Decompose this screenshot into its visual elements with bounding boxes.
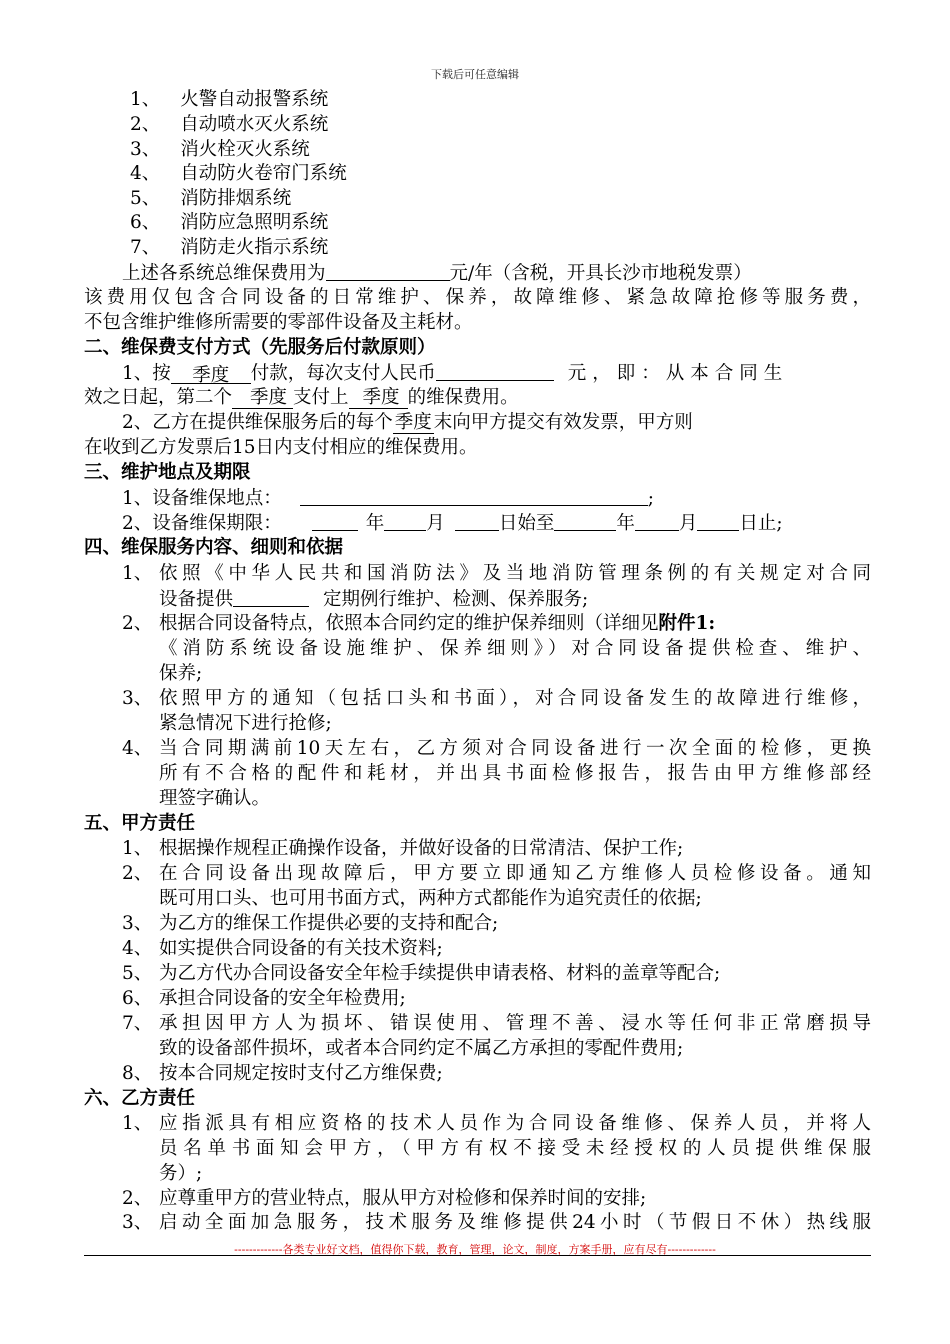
payment-line-2: 效之日起，第二个 季度 支付上 季度 的维保费用。 bbox=[84, 387, 519, 408]
party-a-duty-7-line-2: 致的设备部件损坏，或者本合同约定不属乙方承担的零配件费用; bbox=[159, 1038, 684, 1059]
item-text: 消防应急照明系统 bbox=[180, 212, 329, 233]
service-item-2-line-2: 《消防系统设备设施维护、保养细则》）对合同设备提供检查、维护、 bbox=[159, 638, 871, 659]
service-item-4-line-2: 所有不合格的配件和耗材，并出具书面检修报告，报告由甲方维修部经 bbox=[159, 763, 871, 784]
party-b-duty-1-line-1: 应指派具有相应资格的技术人员作为合同设备维修、保养人员，并将人 bbox=[159, 1113, 871, 1134]
start-year-blank[interactable] bbox=[312, 511, 358, 531]
item-number: 1、 bbox=[122, 1113, 153, 1134]
maintenance-location: 1、设备维保地点： ; bbox=[122, 488, 655, 509]
section-4-title: 四、维保服务内容、细则和依据 bbox=[84, 537, 344, 558]
maintenance-term: 2、设备维保期限： 年 月 日始至 年 月 日止; bbox=[122, 513, 783, 534]
item-text: 自动防火卷帘门系统 bbox=[180, 163, 347, 184]
service-blank[interactable] bbox=[233, 587, 309, 607]
item-number: 4、 bbox=[122, 738, 153, 759]
page-header: 下载后可任意编辑 bbox=[431, 68, 519, 81]
section-2-title: 二、维保费支付方式（先服务后付款原则） bbox=[84, 337, 436, 358]
party-a-duty-2-line-1: 在合同设备出现故障后，甲方要立即通知乙方维修人员检修设备。通知 bbox=[159, 863, 871, 884]
section-3-title: 三、维护地点及期限 bbox=[84, 462, 251, 483]
item-number: 3、 bbox=[130, 139, 161, 160]
item-number: 3、 bbox=[122, 688, 153, 709]
payment-line-1: 1、按 季度 付款，每次支付人民币 元，即：从本合同生 bbox=[122, 363, 789, 386]
party-b-duty-3-line-1: 启动全面加急服务，技术服务及维修提供24小时（节假日不休）热线服 bbox=[159, 1212, 871, 1233]
item-number: 1、 bbox=[122, 563, 153, 584]
payment-period-blank: 季度 bbox=[171, 364, 251, 384]
system-item bbox=[130, 138, 310, 162]
payment-amount-blank[interactable] bbox=[436, 361, 554, 381]
item-number: 7、 bbox=[130, 237, 161, 258]
item-number: 6、 bbox=[130, 212, 161, 233]
item-number: 3、 bbox=[122, 1212, 153, 1233]
item-text: 自动喷水灭火系统 bbox=[180, 114, 329, 135]
party-b-duty-1-line-2: 员名单书面知会甲方，（甲方有权不接受未经授权的人员提供维保服 bbox=[159, 1138, 871, 1159]
end-year-blank[interactable] bbox=[554, 511, 616, 531]
fee-amount-blank[interactable] bbox=[326, 261, 450, 281]
party-a-duty-8: 按本合同规定按时支付乙方维保费; bbox=[159, 1063, 443, 1084]
item-number: 4、 bbox=[130, 163, 161, 184]
party-a-duty-7-line-1: 承担因甲方人为损坏、错误使用、管理不善、浸水等任何非正常磨损导 bbox=[159, 1013, 871, 1034]
item-number: 2、 bbox=[122, 863, 153, 884]
start-month-blank[interactable] bbox=[384, 511, 426, 531]
footer-divider bbox=[84, 1255, 871, 1256]
item-number: 2、 bbox=[130, 114, 161, 135]
item-number: 4、 bbox=[122, 938, 153, 959]
item-number: 8、 bbox=[122, 1063, 153, 1084]
service-item-2-line-1: 根据合同设备特点，依照本合同约定的维护保养细则（详细见附件1: bbox=[159, 613, 716, 634]
service-item-2-line-3: 保养; bbox=[159, 663, 203, 684]
service-item-1-line-2: 设备提供 定期例行维护、检测、保养服务; bbox=[159, 589, 589, 610]
item-number: 2、 bbox=[122, 613, 153, 634]
item-number: 5、 bbox=[122, 963, 153, 984]
section-5-title: 五、甲方责任 bbox=[84, 813, 196, 834]
item-number: 6、 bbox=[122, 988, 153, 1009]
item-text: 火警自动报警系统 bbox=[180, 89, 329, 110]
party-a-duty-1: 根据操作规程正确操作设备，并做好设备的日常清洁、保护工作; bbox=[159, 838, 684, 859]
fee-line-1: 上述各系统总维保费用为 元/年（含税，开具长沙市地税发票） bbox=[122, 263, 752, 284]
page-footer: -------------各类专业好文档，值得你下载，教育，管理，论文，制度，方案手册，应有尽有------------- bbox=[234, 1243, 716, 1256]
service-item-3-line-1: 依照甲方的通知（包括口头和书面），对合同设备发生的故障进行维修， bbox=[159, 688, 871, 709]
item-number: 2、 bbox=[122, 1188, 153, 1209]
party-a-duty-6: 承担合同设备的安全年检费用; bbox=[159, 988, 406, 1009]
service-item-4-line-3: 理签字确认。 bbox=[159, 788, 271, 809]
item-number: 1、 bbox=[122, 838, 153, 859]
service-item-1-line-1: 依照《中华人民共和国消防法》及当地消防管理条例的有关规定对合同 bbox=[159, 563, 871, 584]
party-a-duty-3: 为乙方的维保工作提供必要的支持和配合; bbox=[159, 913, 499, 934]
system-item bbox=[130, 211, 328, 235]
end-day-blank[interactable] bbox=[697, 511, 739, 531]
system-item bbox=[130, 113, 328, 137]
item-text: 消防排烟系统 bbox=[180, 188, 292, 209]
item-text: 消火栓灭火系统 bbox=[180, 139, 310, 160]
system-item bbox=[130, 88, 328, 112]
section-6-title: 六、乙方责任 bbox=[84, 1088, 196, 1109]
service-item-3-line-2: 紧急情况下进行抢修; bbox=[159, 713, 332, 734]
system-item bbox=[130, 187, 291, 211]
service-item-4-line-1: 当合同期满前10天左右，乙方须对合同设备进行一次全面的检修，更换 bbox=[159, 738, 871, 759]
item-number: 3、 bbox=[122, 913, 153, 934]
fee-line-2: 该费用仅包含合同设备的日常维护、保养，故障维修、紧急故障抢修等服务费， bbox=[84, 287, 871, 308]
payment-line-3: 2、乙方在提供维保服务后的每个 季度 末向甲方提交有效发票，甲方则 bbox=[122, 412, 693, 433]
party-a-duty-2-line-2: 既可用口头、也可用书面方式，两种方式都能作为追究责任的依据; bbox=[159, 888, 702, 909]
start-day-blank[interactable] bbox=[455, 511, 499, 531]
item-number: 1、 bbox=[130, 89, 161, 110]
party-b-duty-2: 应尊重甲方的营业特点，服从甲方对检修和保养时间的安排; bbox=[159, 1188, 647, 1209]
item-text: 消防走火指示系统 bbox=[180, 237, 329, 258]
system-item bbox=[130, 236, 328, 260]
item-number: 5、 bbox=[130, 188, 161, 209]
item-number: 7、 bbox=[122, 1013, 153, 1034]
system-item bbox=[130, 162, 347, 186]
fee-line-3: 不包含维护维修所需要的零部件设备及主耗材。 bbox=[84, 312, 473, 333]
payment-line-4: 在收到乙方发票后15日内支付相应的维保费用。 bbox=[84, 437, 478, 458]
party-a-duty-4: 如实提供合同设备的有关技术资料; bbox=[159, 938, 443, 959]
party-a-duty-5: 为乙方代办合同设备安全年检手续提供申请表格、材料的盖章等配合; bbox=[159, 963, 721, 984]
end-month-blank[interactable] bbox=[635, 511, 679, 531]
location-blank[interactable] bbox=[300, 486, 648, 506]
party-b-duty-1-line-3: 务）; bbox=[159, 1163, 203, 1184]
